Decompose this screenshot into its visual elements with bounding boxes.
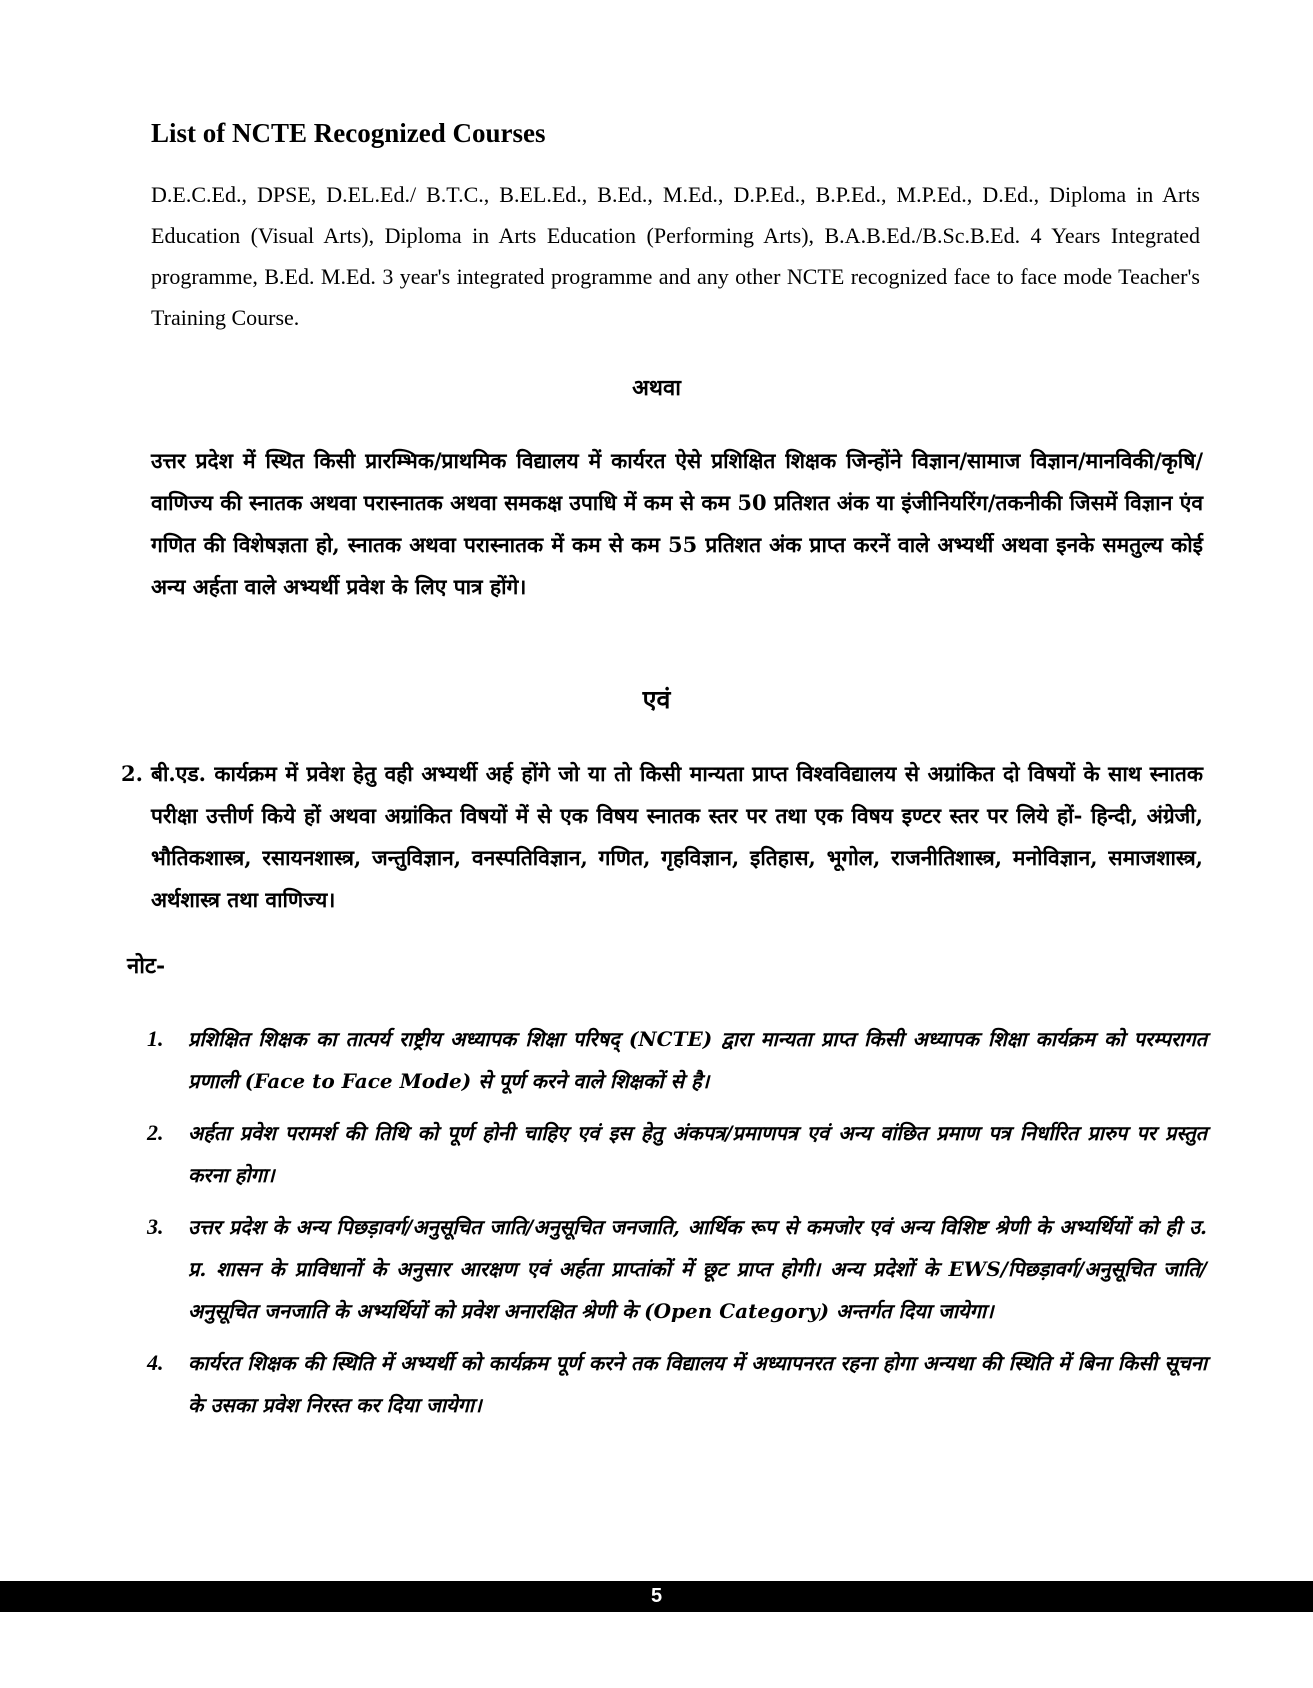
athava-separator: अथवा	[632, 375, 681, 401]
bed-eligibility-paragraph: बी.एड. कार्यक्रम में प्रवेश हेतु वही अभ्यर्थी अर्ह होंगे जो या तो किसी मान्यता प्राप्त विश्वविद्यालय से अग्रांकित दो विषयों के साथ स्नातक परीक्षा उत्तीर्ण किये हों अथवा अग्रांकित विषयों में से एक विषय स्नातक स्तर पर तथा एक विषय इण्टर स्तर पर लिये हों- हिन्दी, अंग्रेजी, भौतिकशास्त्र, रसायनशास्त्र, जन्तुविज्ञान, वनस्पतिविज्ञान, गणित, गृहविज्ञान, इतिहास, भूगोल, राजनीतिशास्त्र, मनोविज्ञान, समाजशास्त्र, अर्थशास्त्र तथा वाणिज्य।	[151, 761, 1203, 912]
page-number: 5	[650, 1585, 663, 1607]
note-label: नोट-	[127, 953, 166, 979]
note-text: कार्यरत शिक्षक की स्थिति में अभ्यर्थी को कार्यक्रम पूर्ण करने तक विद्यालय में अध्यापनरत रहना होगा अन्यथा की स्थिति में बिना किसी सूचना के उसका प्रवेश निरस्त कर दिया जायेगा।	[188, 1351, 1207, 1417]
note-number: 3.	[147, 1214, 164, 1239]
para2-number: 2.	[121, 761, 143, 786]
note-item	[147, 1206, 1207, 1332]
note-number: 4.	[147, 1350, 164, 1375]
evam-separator: एवं	[642, 685, 671, 714]
eligibility-paragraph	[151, 440, 1203, 608]
note-text: उत्तर प्रदेश के अन्य पिछड़ावर्ग/अनुसूचित जाति/अनुसूचित जनजाति, आर्थिक रूप से कमजोर एवं अन्य विशिष्ट श्रेणी के अभ्यर्थियों को ही उ. प्र. शासन के प्राविधानों के अनुसार आरक्षण एवं अर्हता प्राप्तांकों में छूट प्राप्त होगी। अन्य प्रदेशों के EWS/पिछड़ावर्ग/अनुसूचित जाति/अनुसूचित जनजाति के अभ्यर्थियों को प्रवेश अनारक्षित श्रेणी के (Open Category) अन्तर्गत दिया जायेगा।	[188, 1215, 1207, 1323]
courses-list: D.E.C.Ed., DPSE, D.EL.Ed./ B.T.C., B.EL.Ed., B.Ed., M.Ed., D.P.Ed., B.P.Ed., M.P.Ed., D.Ed., Diploma in Arts Education (Visual Arts), Diploma in Arts Education (Performing Arts), B.A.B.Ed./B.Sc.B.Ed. 4 Years Integrated programme, B.Ed. M.Ed. 3 year's integrated programme and any other NCTE recognized face to face mode Teacher's Training Course.	[151, 182, 1200, 330]
note-item	[147, 1342, 1207, 1426]
note-item	[147, 1018, 1207, 1102]
para1-text-after: जिन्होंने विज्ञान/सामाज विज्ञान/मानविकी/कृषि/वाणिज्य की स्नातक अथवा परास्नातक अथवा समकक्ष उपाधि में कम से कम 50 प्रतिशत अंक या इंजीनियरिंग/तकनीकी जिसमें विज्ञान एंव गणित की विशेषज्ञता हो, स्नातक अथवा परास्नातक में कम से कम 55 प्रतिशत अंक प्राप्त करनें वाले अभ्यर्थी अथवा इनके समतुल्य कोई अन्य अर्हता वाले अभ्यर्थी प्रवेश के लिए पात्र होंगे।	[151, 448, 1204, 599]
notes-list	[147, 1018, 1207, 1436]
note-number: 2.	[147, 1120, 164, 1145]
note-item	[147, 1112, 1207, 1196]
note-number: 1.	[147, 1026, 164, 1051]
page-footer	[0, 1581, 1313, 1612]
note-text: अर्हता प्रवेश परामर्श की तिथि को पूर्ण होनी चाहिए एवं इस हेतु अंकपत्र/प्रमाणपत्र एवं अन्य वांछित प्रमाण पत्र निर्धारित प्रारुप पर प्रस्तुत करना होगा।	[188, 1121, 1207, 1187]
page-heading: List of NCTE Recognized Courses	[151, 118, 546, 148]
para1-text-before: उत्तर प्रदेश में स्थित किसी प्रारम्भिक/प्राथमिक विद्यालय में	[151, 448, 612, 473]
note-text: प्रशिक्षित शिक्षक का तात्पर्य राष्ट्रीय अध्यापक शिक्षा परिषद् (NCTE) द्वारा मान्यता प्राप्त किसी अध्यापक शिक्षा कार्यक्रम को परम्परागत प्रणाली (Face to Face Mode) से पूर्ण करने वाले शिक्षकों से है।	[188, 1027, 1207, 1093]
para1-text-emphasis: कार्यरत ऐसे प्रशिक्षित शिक्षक	[611, 448, 837, 473]
